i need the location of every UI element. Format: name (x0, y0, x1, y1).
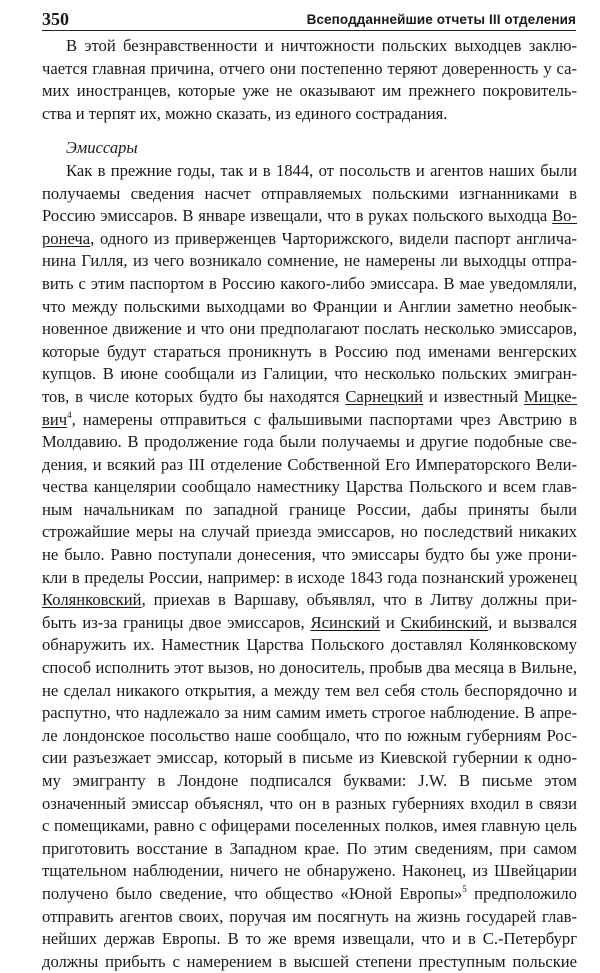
person-name-skibinsky: Скибинский (400, 612, 489, 632)
text-line (42, 386, 577, 409)
page-header (42, 6, 576, 31)
text-line: чества канцелярии сообщало наместнику Царства Польского и всем глав- (42, 477, 577, 497)
person-name-yasinsky: Ясинский (310, 612, 380, 632)
text-segment: , намерены отправиться с фальшивыми паспортами чрез Австрию в (71, 409, 577, 429)
text-line: не сделал никакого открытия, а между тем вел себя столь беспорядочно и (42, 680, 577, 700)
text-line (42, 205, 577, 228)
text-line: нейших держав Европы. В то же время извещали, что и в С.-Петербург (42, 929, 577, 949)
text-line: которые будут стараться проникнуть в Россию под именами венгерских (42, 341, 577, 361)
text-segment: , и вызвался (488, 612, 577, 632)
text-line: кли в пределы России, например: в исходе 1843 года познанский уроженец (42, 567, 577, 587)
text-segment: , одного из приверженцев Чарторижского, видели паспорт англича- (90, 228, 577, 248)
text-line: купцов. В июне сообщали из Галиции, что несколько польских эмигран- (42, 364, 577, 384)
text-line (42, 883, 577, 906)
text-line: строжайшие меры на случай приезда эмиссаров, но последствий никаких (42, 522, 577, 542)
text-line: отправить агентов своих, поручая им посягнуть на жизнь государей глав- (42, 906, 577, 926)
text-line: способ исполнить этот вызов, но доноситель, пробыв два месяца в Вильне, (42, 658, 577, 678)
text-segment: и (379, 612, 401, 632)
text-line: новенное движение и что они предполагают послать несколько эмиссаров, (42, 319, 577, 339)
text-segment: Россию эмиссаров. В январе извещали, что в руках польского выходца (42, 206, 553, 226)
text-segment: , приехав в Варшаву, объявлял, что в Литву должны при- (141, 590, 577, 610)
text-line: дения, и всякий раз III отделение Собственной Его Императорского Вели- (42, 454, 577, 474)
page-body (42, 35, 577, 973)
text-line: вить с этим паспортом в Россию какого-либо эмиссара. В мае уведомляли, (42, 273, 577, 293)
text-line: Молдавию. В продолжение года были получаемы и другие подобные све- (42, 432, 577, 452)
text-line (42, 409, 577, 432)
text-line: чается главная причина, отчего они постепенно теряют доверенность у са- (42, 58, 577, 78)
text-line: обнаружить их. Наместник Царства Польского доставлял Колянковскому (42, 635, 577, 655)
text-line: ным начальникам по западной границе России, дабы приняты были (42, 499, 577, 519)
text-line: не было. Равно поступали донесения, что эмиссары будто бы уже прони- (42, 545, 577, 565)
section-title: Эмиссары (66, 138, 138, 158)
text-segment: получено было сведение, что общество «Юной Европы» (42, 883, 463, 903)
text-line (42, 589, 577, 612)
text-segment: предположило (466, 883, 577, 903)
text-line: му эмигранту в Лондоне подписался буквами: J.W. В письме этом (42, 771, 577, 790)
text-segment: быть из-за границы двое эмиссаров, (42, 612, 311, 632)
person-name-voronech: Во- (552, 206, 577, 226)
text-segment: тов, в числе которых будто бы находятся (42, 386, 346, 406)
text-line (42, 612, 577, 635)
text-line: сии разъезжает эмиссар, который в письме из Киевской губернии к одно- (42, 748, 577, 768)
person-name-sarnecki: Сарнецкий (345, 386, 424, 406)
person-name-mickiewicz: Мицке- (523, 386, 577, 406)
person-name-kolyankovsky: Колянковский (42, 590, 142, 610)
footnote-ref-4: 4 (67, 409, 72, 420)
text-line: ства и терпят их, можно сказать, из единого сострадания. (42, 103, 448, 123)
text-line: распутно, что надлежало за ним самим иметь строгое наблюдение. В апре- (42, 703, 577, 723)
text-line: нина Гилля, из чего возникало сомнение, не намерены ли выходцы отпра- (42, 251, 577, 271)
page-number: 350 (42, 9, 69, 29)
text-line: должны прибыть с намерением в высшей степени преступным польские (42, 951, 577, 971)
text-line: В этой безнравственности и ничтожности польских выходцев заклю- (66, 36, 577, 55)
text-line: с помещиками, равно с офицерами поселенных полков, имея главную цель (42, 816, 577, 836)
footnote-ref-5: 5 (462, 883, 467, 894)
text-line: получаемы сведения насчет отправляемых польскими изгнанниками в (42, 183, 577, 203)
text-line: означенный эмиссар объяснял, что он в разных губерниях входил в связи (42, 793, 577, 813)
text-line: что между польскими выходцами во Франции и Англии заметно необык- (42, 296, 577, 316)
text-line: приготовить восстание в Западном крае. По этим сведениям, при самом (42, 838, 577, 858)
text-line: ле лондонское посольство наше сообщало, что по южным губерниям Рос- (42, 725, 577, 745)
text-line (42, 228, 577, 251)
text-line: Как в прежние годы, так и в 1844, от посольств и агентов наших были (66, 160, 577, 180)
running-title: Всеподданнейшие отчеты III отделения (306, 12, 576, 27)
text-segment: и известный (423, 386, 524, 406)
person-name-mickiewicz-cont: вич (42, 409, 68, 429)
person-name-voronech-cont: ронеча (42, 228, 91, 248)
text-line: мих иностранцев, которые уже не оказывают им прежнего покровитель- (42, 81, 577, 101)
text-line: тщательном наблюдении, ничего не обнаружено. Наконец, из Швейцарии (42, 861, 577, 881)
